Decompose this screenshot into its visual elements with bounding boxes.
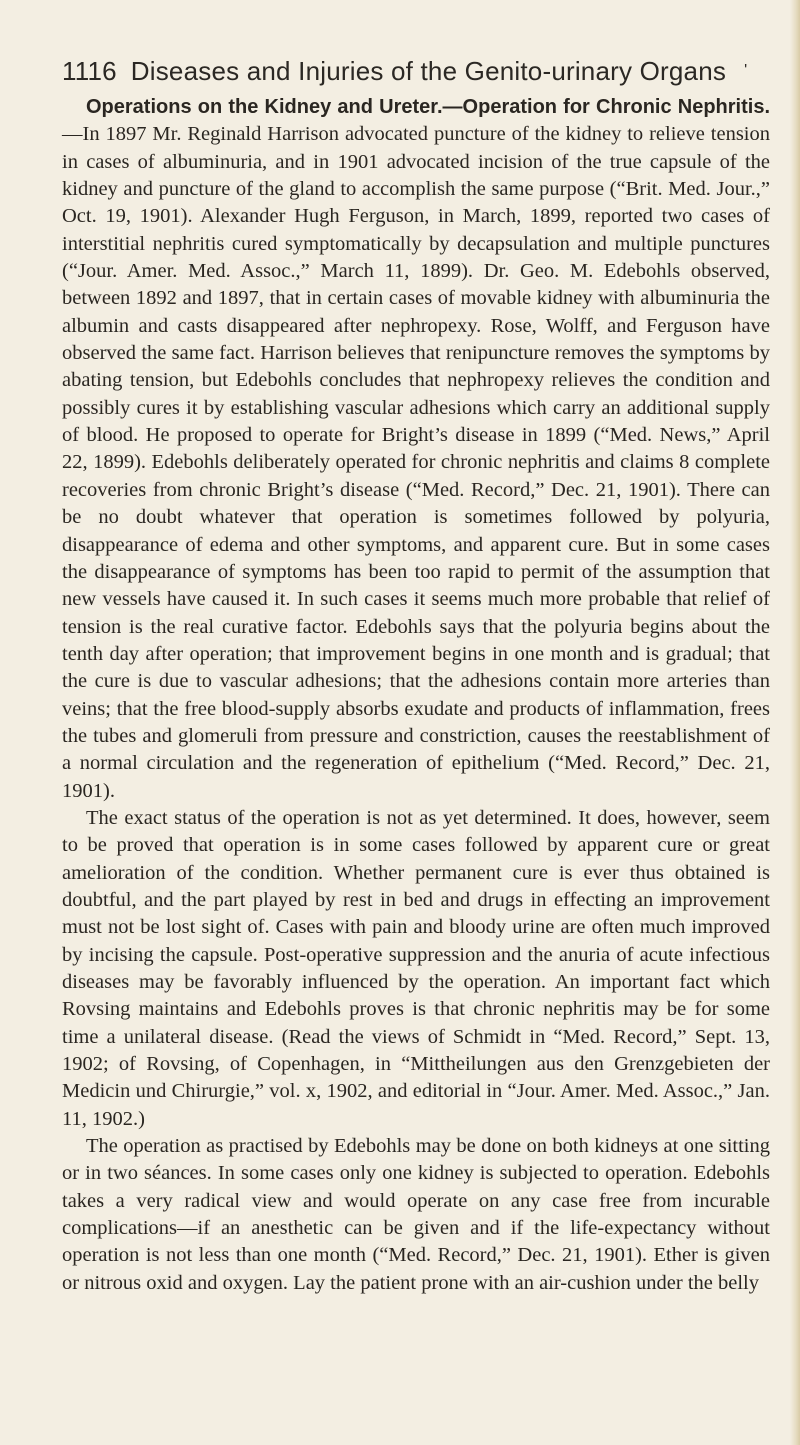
paragraph-3: The operation as practised by Edebohls may be done on both kidneys at one sitting or in two séances. In some cases only one kidney is subjected to operation. Edebohls takes a very radical view and would operate on any case free from incurable complications—if an anesthetic can be given and if the life-expectancy without operation is not less than one month (“Med. Record,” Dec. 21, 1901). Ether is given or nitrous oxid and oxygen. Lay the patient prone with an air-cushion under the belly xyxy=(62,1135,770,1294)
page-number: 1116 xyxy=(62,56,117,86)
header-mark: ' xyxy=(744,62,748,79)
section-heading: Operations on the Kidney and Ureter. xyxy=(86,96,443,118)
paragraph-1-text: —In 1897 Mr. Reginald Harrison advocated puncture of the kidney to relieve tension in cases of albuminuria, and in 1901 advocated incision of the true capsule of the kidney and puncture of the gland to accomplish the same purpose (“Brit. Med. Jour.,” Oct. 19, 1901). Alexander Hugh Ferguson, in March, 1899, reported two cases of interstitial nephritis cured symptomatically by decapsulation and multiple punctures (“Jour. Amer. Med. Assoc.,” March 11, 1899). Dr. Geo. M. Edebohls observed, between 1892 and 1897, that in certain cases of movable kidney with albuminuria the albumin and casts disappeared after nephropexy. Rose, Wolff, and Ferguson have observed the same fact. Harrison believes that renipuncture removes the symptoms by abating tension, but Edebohls concludes that nephropexy relieves the condition and possibly cures it by establishing vascular adhesions which carry an additional supply of blood. He proposed to operate for Bright’s disease in 1899 (“Med. News,” April 22, 1899). Edebohls deliberately operated for chronic nephritis and claims 8 complete recoveries from chronic Bright’s disease (“Med. Record,” Dec. 21, 1901). There can be no doubt whatever that operation is sometimes followed by polyuria, disappearance of edema and other symptoms, and apparent cure. But in some cases the disappearance of symptoms has been too rapid to permit of the assumption that new vessels have caused it. In such cases it seems much more probable that relief of tension is the real curative factor. Edebohls says that the polyuria begins about the tenth day after operation; that improvement begins in one month and is gradual; that the cure is due to vascular adhesions; that the adhesions contain more arteries than veins; that the free blood-supply absorbs exudate and products of inflammation, frees the tubes and glomeruli from pressure and constriction, causes the reestablishment of a normal circulation and the regeneration of epithelium (“Med. Record,” Dec. 21, 1901). xyxy=(62,123,770,802)
page-edge-shadow xyxy=(790,0,800,1445)
paragraph-2: The exact status of the operation is not as yet determined. It does, however, seem to be proved that operation is in some cases followed by apparent cure or great amelioration of the condition. Whether permanent cure is ever thus obtained is doubtful, and the part played by rest in bed and drugs in effecting an improvement must not be lost sight of. Cases with pain and bloody urine are often much improved by incising the capsule. Post-operative suppression and the anuria of acute infectious diseases may be favorably influenced by the operation. An important fact which Rovsing maintains and Edebohls proves is that chronic nephritis may be for some time a unilateral disease. (Read the views of Schmidt in “Med. Record,” Sept. 13, 1902; of Rovsing, of Copenhagen, in “Mittheilungen aus den Grenzgebieten der Medicin und Chirurgie,” vol. x, 1902, and editorial in “Jour. Amer. Med. Assoc.,” Jan. 11, 1902.) xyxy=(62,806,770,1130)
paragraph-1 xyxy=(62,94,770,805)
body-text xyxy=(62,94,770,1297)
section-subheading: —Operation for Chronic Nephritis. xyxy=(442,96,771,118)
running-title: Diseases and Injuries of the Genito-urinary Organs xyxy=(130,56,727,86)
running-header xyxy=(62,54,762,88)
